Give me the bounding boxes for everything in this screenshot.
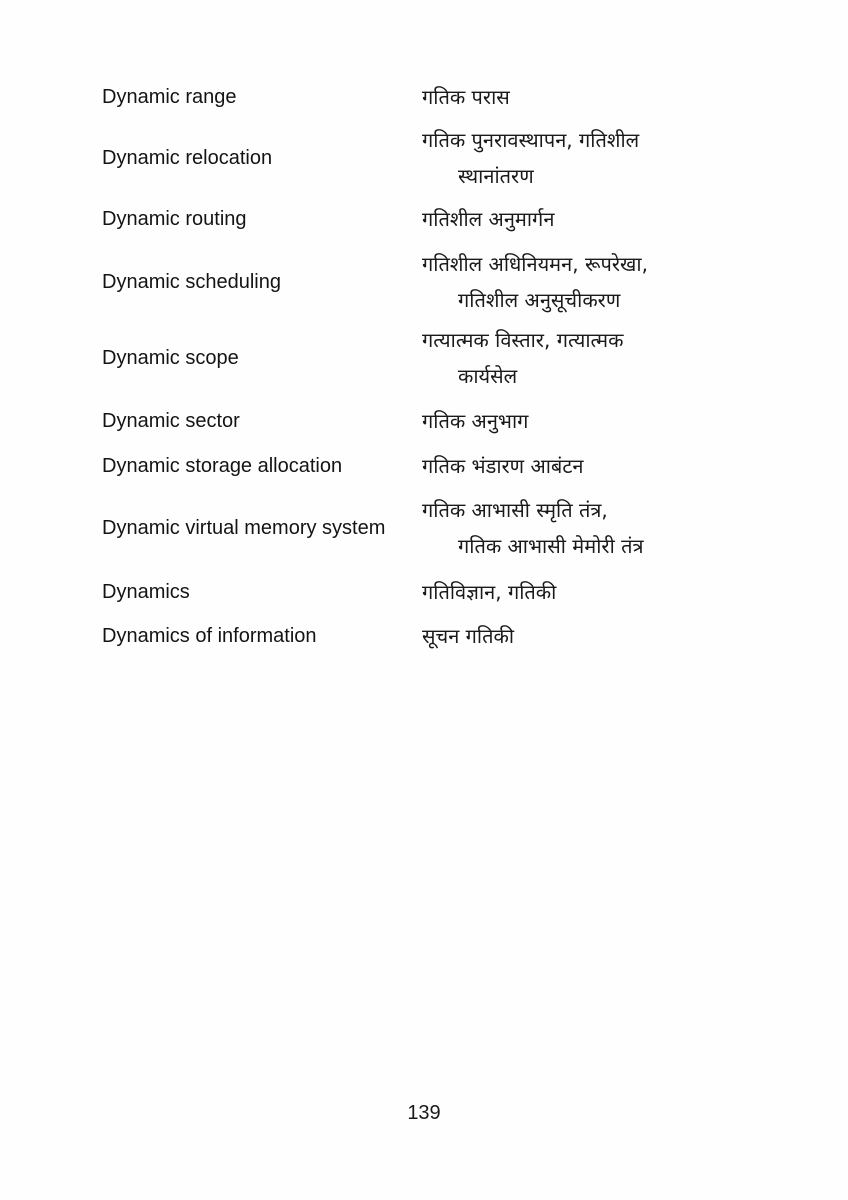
glossary-entry [102,122,742,194]
english-term: Dynamic virtual memory system [102,516,386,539]
glossary-entry [102,570,742,614]
hindi-translation [422,122,742,194]
glossary-entry [102,446,742,486]
glossary-entry [102,72,742,122]
glossary-entry [102,244,742,320]
translation-line: कार्यसेल [458,364,518,388]
english-term: Dynamic storage allocation [102,454,343,477]
english-term: Dynamic scheduling [102,270,281,293]
translation-line: गतिक परास [422,85,510,109]
english-term: Dynamic scope [102,346,239,369]
hindi-translation [422,403,742,439]
translation-line: सूचन गतिकी [422,624,515,648]
english-term: Dynamic range [102,85,237,108]
english-term: Dynamics [102,580,190,603]
english-term: Dynamics of information [102,624,317,647]
glossary-entry [102,396,742,446]
english-term: Dynamic relocation [102,146,273,169]
translation-line: गतिक पुनरावस्थापन, गतिशील [422,128,640,152]
translation-line: स्थानांतरण [458,164,534,188]
translation-line: गतिक भंडारण आबंटन [422,454,584,478]
hindi-translation [422,618,742,654]
english-term: Dynamic sector [102,409,240,432]
translation-line: गत्यात्मक विस्तार, गत्यात्मक [422,328,624,352]
translation-line: गतिशील अधिनियमन, रूपरेखा, [422,252,648,276]
english-term: Dynamic routing [102,207,247,230]
translation-line: गतिविज्ञान, गतिकी [422,580,557,604]
translation-line: गतिक अनुभाग [422,409,529,433]
hindi-translation [422,79,742,115]
translation-line: गतिक आभासी मेमोरी तंत्र [458,534,644,558]
hindi-translation [422,322,742,394]
glossary-entry [102,486,742,570]
hindi-translation [422,201,742,237]
hindi-translation [422,574,742,610]
translation-line: गतिक आभासी स्मृति तंत्र, [422,498,608,522]
glossary-entry [102,614,742,658]
page-number: 139 [407,1102,441,1124]
hindi-translation [422,448,742,484]
glossary-list [102,72,742,658]
glossary-entry [102,320,742,396]
hindi-translation [422,246,742,318]
glossary-entry [102,194,742,244]
translation-line: गतिशील अनुमार्गन [422,207,555,231]
hindi-translation [422,492,742,564]
translation-line: गतिशील अनुसूचीकरण [458,288,621,312]
